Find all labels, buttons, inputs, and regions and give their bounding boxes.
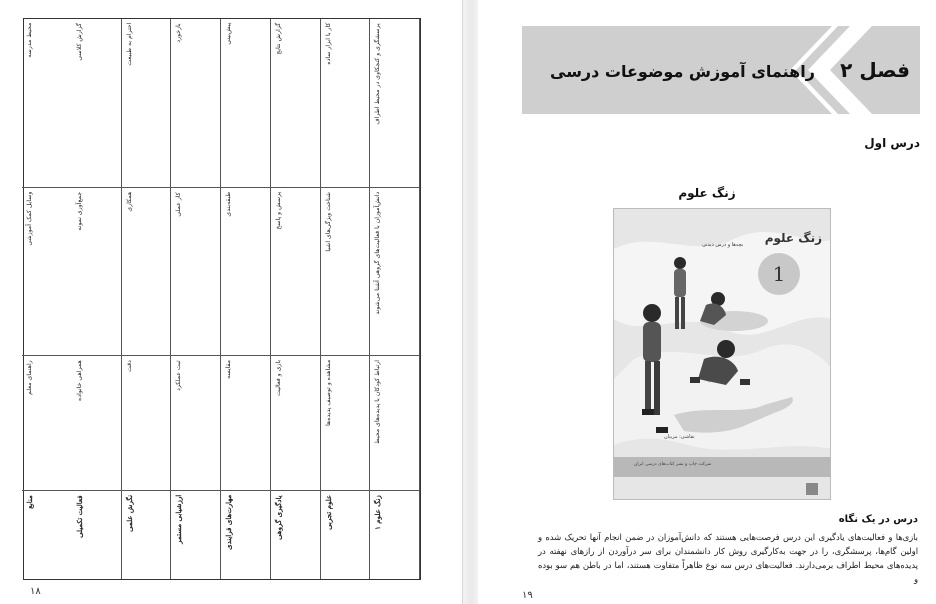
cell-text: محیط مدرسه <box>26 23 33 59</box>
cell-text: کار با ابزار ساده <box>324 23 332 65</box>
table-row-header <box>171 491 220 581</box>
qr-code-icon <box>806 483 818 495</box>
row-title: زنگ علوم ۱ <box>373 495 383 530</box>
section-heading: درس در یک نگاه <box>838 514 918 525</box>
cell-text: پرسشگری و کنجکاوی در محیط اطراف <box>374 23 382 125</box>
row-title: منابع <box>25 495 34 509</box>
table-cell <box>22 356 72 491</box>
cell-text: پیش‌بینی <box>225 23 232 46</box>
table-cell <box>370 19 419 188</box>
table-column <box>171 19 221 579</box>
book-cover-image <box>613 208 831 500</box>
table-cell <box>122 19 171 188</box>
cell-text: طبقه‌بندی <box>225 191 232 217</box>
cover-band <box>614 457 830 477</box>
book-title: زنگ علوم <box>678 186 736 200</box>
table-row-header <box>370 491 419 581</box>
table-cell <box>321 188 370 357</box>
table-column <box>22 19 72 579</box>
table-cell <box>321 356 370 491</box>
row-title: یادگیری گروهی <box>273 495 283 540</box>
row-title: نگرش علمی <box>124 495 134 533</box>
table-cell <box>221 188 270 357</box>
cell-text: همکاری <box>125 191 133 212</box>
cell-text: بازی و فعالیت <box>274 360 282 397</box>
cell-text: ارتباط کودکان با پدیده‌های محیط <box>374 360 382 445</box>
cell-text: مشاهده و توصیف پدیده‌ها <box>324 360 332 427</box>
cover-footnote: نقاشی: مربیان <box>664 434 695 440</box>
lesson-label: درس اول <box>864 136 920 150</box>
table-row-header <box>321 491 370 581</box>
table-cell <box>221 356 270 491</box>
row-title: مهارت‌های فرایندی <box>224 495 233 551</box>
row-title: فعالیت تکمیلی <box>74 495 84 538</box>
cell-text: دانش‌آموزان با فعالیت‌های گروهی آشنا می‌شوند <box>374 191 382 315</box>
page-number-right: ۱۹ <box>522 590 533 601</box>
body-paragraph: بازی‌ها و فعالیت‌های یادگیری این درس فرصت‌هایی هستند که دانش‌آموزان در ضمن انجام آنها تحریک شده و اولین گام‌ها، پرسشگری، را در جهت به‌کارگیری روش کار دانشمندان برای سر درآوردن از رازهای نهفته در پدیده‌های محیط اطراف برمی‌دارند. فعالیت‌های درس سه نوع ظاهراً متفاوت هستند، اما در باطن هم سو بوده و <box>538 532 918 584</box>
cell-text: گزارش کلاسی <box>75 23 83 61</box>
table-cell <box>72 19 121 188</box>
cover-title: زنگ علوم <box>764 231 822 245</box>
table-row-header <box>271 491 320 581</box>
table-cell <box>122 356 171 491</box>
table-cell <box>271 19 320 188</box>
page-number-left: ۱۸ <box>30 586 41 597</box>
cell-text: مقایسه <box>225 360 232 380</box>
rotated-table <box>23 18 421 580</box>
row-title: علوم تجربی <box>323 495 333 531</box>
table-cell <box>171 188 220 357</box>
cell-text: دقت <box>125 360 133 372</box>
cover-number: 1 <box>772 262 786 286</box>
cell-text: راهنمای معلم <box>26 360 33 395</box>
table-column <box>321 19 371 579</box>
table-column <box>370 19 420 579</box>
cell-text: وسایل کمک آموزشی <box>26 191 33 246</box>
table-cell <box>22 188 72 357</box>
table-cell <box>370 356 419 491</box>
table-column <box>221 19 271 579</box>
cell-text: گزارش نتایج <box>274 23 282 55</box>
table-cell <box>72 356 121 491</box>
cell-text: شناخت ویژگی‌های اشیا <box>324 191 332 252</box>
table-column <box>72 19 122 579</box>
table-row-header <box>22 491 72 581</box>
cell-text: احترام به طبیعت <box>125 23 133 67</box>
table-cell <box>22 19 72 188</box>
table-cell <box>171 356 220 491</box>
table-cell <box>171 19 220 188</box>
row-title: ارزشیابی مستمر <box>174 495 184 545</box>
cover-subtitle: بچه‌ها و درس دیدنی <box>702 242 744 248</box>
cell-text: همراهی خانواده <box>75 360 83 401</box>
table-row-header <box>221 491 270 581</box>
table-row-header <box>72 491 121 581</box>
cell-text: بازخورد <box>175 23 183 43</box>
table-cell <box>221 19 270 188</box>
chapter-banner <box>522 26 920 114</box>
table-cell <box>122 188 171 357</box>
table-cell <box>72 188 121 357</box>
table-cell <box>271 356 320 491</box>
left-page <box>0 0 462 604</box>
table-column <box>271 19 321 579</box>
table-column <box>122 19 172 579</box>
cover-band-text: شرکت چاپ و نشر کتاب‌های درسی ایران <box>634 462 712 467</box>
chapter-number: فصل ۲ <box>840 58 910 82</box>
cell-text: ثبت عملکرد <box>175 360 183 391</box>
chapter-title: راهنمای آموزش موضوعات درسی <box>550 62 815 81</box>
table-row-header <box>122 491 171 581</box>
cell-text: پرسش و پاسخ <box>274 191 282 230</box>
cover-number-badge <box>758 253 800 295</box>
cell-text: جمع‌آوری نمونه <box>75 191 83 231</box>
right-page <box>478 0 936 604</box>
table-cell <box>370 188 419 357</box>
cell-text: کار عملی <box>175 191 183 216</box>
table-cell <box>271 188 320 357</box>
table-cell <box>321 19 370 188</box>
